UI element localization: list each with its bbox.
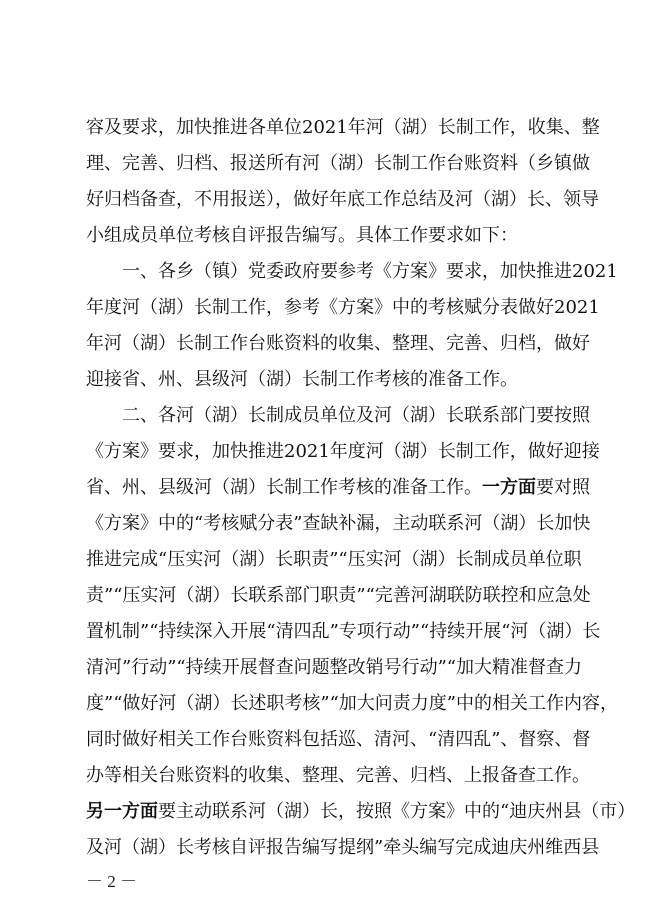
- body-line-19: 办等相关台账资料的收集、整理、完善、归档、上报备查工作。: [86, 765, 590, 786]
- body-line-13: 推进完成“压实河（湖）长职责”“压实河（湖）长制成员单位职: [86, 549, 582, 570]
- body-line-15: 置机制”“持续深入开展“清四乱”专项行动”“持续开展“河（湖）长: [86, 621, 601, 642]
- body-line-4: 小组成员单位考核自评报告编写。具体工作要求如下：: [86, 225, 518, 246]
- body-line-5: 一、各乡（镇）党委政府要参考《方案》要求，加快推进2021: [122, 261, 618, 282]
- emphasis-other-side: 另一方面: [86, 801, 158, 822]
- body-line-10: 《方案》要求，加快推进2021年度河（湖）长制工作，做好迎接: [86, 441, 600, 462]
- body-line-14: 责”“压实河（湖）长联系部门职责”“完善河湖联防联控和应急处: [86, 585, 591, 606]
- body-line-9: 二、各河（湖）长制成员单位及河（湖）长联系部门要按照: [122, 405, 590, 426]
- body-line-21: 及河（湖）长考核自评报告编写提纲”牵头编写完成迪庆州维西县: [86, 837, 600, 858]
- body-line-16: 清河”行动”“持续开展督查问题整改销号行动”“加大精准督查力: [86, 657, 583, 678]
- body-line-2: 理、完善、归档、报送所有河（湖）长制工作台账资料（乡镇做: [86, 153, 590, 174]
- body-line-3: 好归档备查，不用报送），做好年底工作总结及河（湖）长、领导: [86, 189, 599, 210]
- body-line-6: 年度河（湖）长制工作，参考《方案》中的考核赋分表做好2021: [86, 297, 600, 318]
- page-number: － 2 －: [86, 872, 137, 891]
- body-line-12: 《方案》中的“考核赋分表”查缺补漏，主动联系河（湖）长加快: [86, 513, 591, 534]
- body-line-11-text: 省、州、县级河（湖）长制工作考核的准备工作。: [86, 477, 482, 498]
- emphasis-one-side: 一方面: [482, 477, 536, 498]
- body-line-1: 容及要求，加快推进各单位2021年河（湖）长制工作，收集、整: [86, 117, 600, 138]
- body-line-11: [86, 477, 590, 500]
- body-line-20: [86, 801, 636, 824]
- body-line-7: 年河（湖）长制工作台账资料的收集、整理、完善、归档，做好: [86, 333, 590, 354]
- body-line-18: 同时做好相关工作台账资料包括巡、清河、“清四乱”、督察、督: [86, 729, 591, 750]
- body-line-8: 迎接省、州、县级河（湖）长制工作考核的准备工作。: [86, 369, 518, 390]
- body-line-11-tail: 要对照: [536, 477, 590, 498]
- body-line-17: 度”“做好河（湖）长述职考核”“加大问责力度”中的相关工作内容，: [86, 693, 619, 714]
- body-line-20-tail: 要主动联系河（湖）长，按照《方案》中的“迪庆州县（市）: [158, 801, 636, 822]
